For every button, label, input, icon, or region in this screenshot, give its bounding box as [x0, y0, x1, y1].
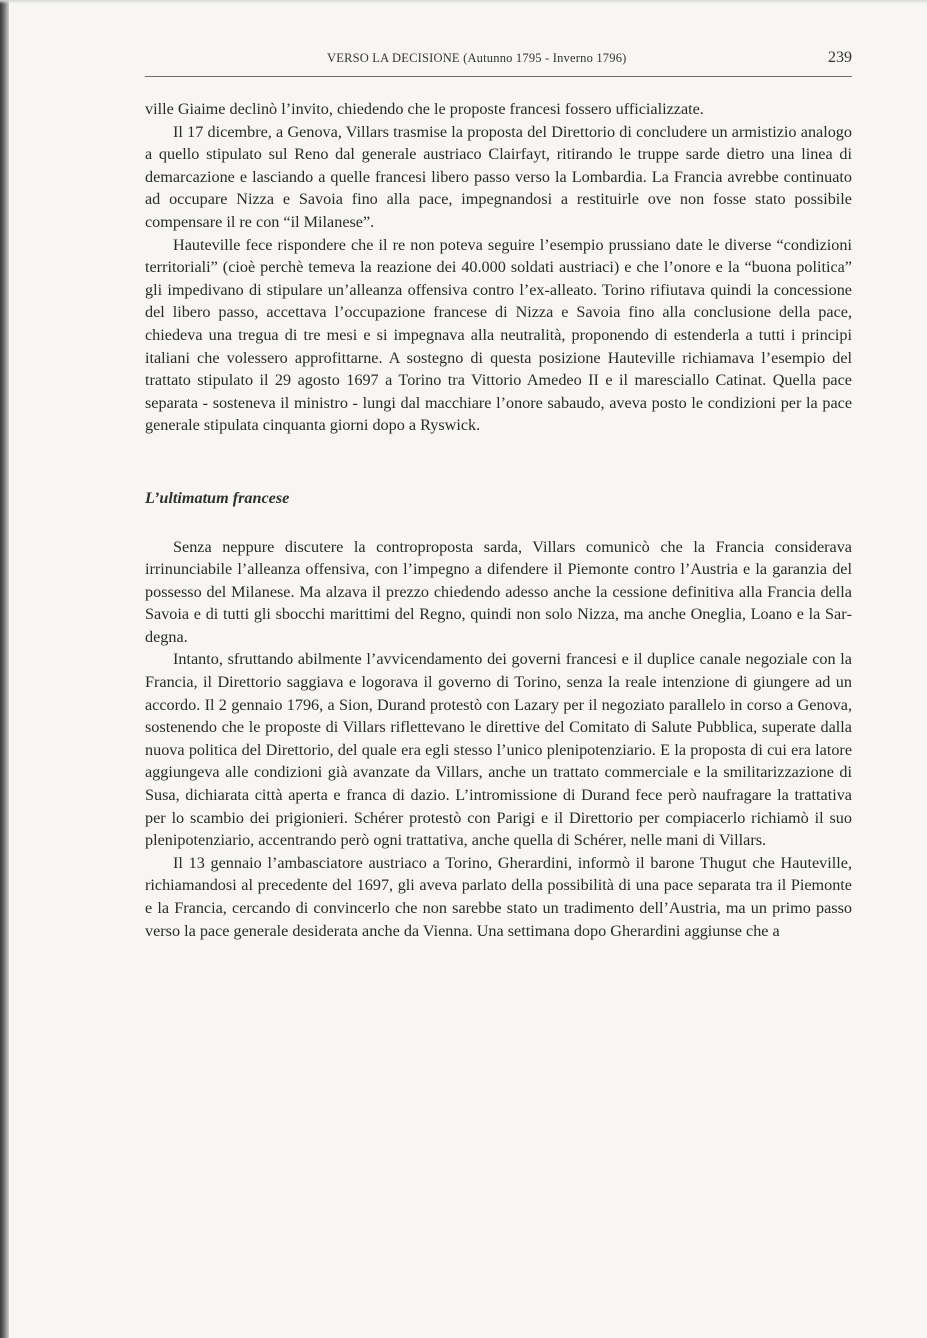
scan-shadow-left-edge — [0, 0, 9, 1338]
header-rule — [145, 76, 852, 77]
heading-spacer — [145, 510, 852, 536]
running-head — [145, 50, 852, 72]
paragraph-6: Il 13 gennaio l’ambasciatore austriaco a Torino, Gherardini, informò il barone Thugut che Hauteville, richiamandosi al precedente del 1697, gli aveva parlato della possibilità di una pace separata tra il Piemonte e la Francia, cercando di convincerlo che non sarebbe stato un tradimento dell’Austria, ma un primo passo verso la pace generale desiderata anche da Vienna. Una settimana dopo Gherardini aggiunse che a — [145, 853, 852, 940]
section-spacer — [145, 437, 852, 487]
running-title: VERSO LA DECISIONE (Autunno 1795 - Inverno 1796) — [327, 51, 627, 65]
section-heading: L’ultimatum francese — [145, 488, 290, 507]
page-number: 239 — [828, 49, 852, 66]
paragraph-3: Hauteville fece rispondere che il re non poteva seguire l’esempio prussiano date le diverse “condizioni territoriali” (cioè perchè temeva la reazione dei 40.000 soldati austriaci) e che l’onore e la “buona politica” gli impedivano di stipulare un’alleanza offensiva contro l’ex-alleato. Torino rifiutava quindi la concessione del libero passo, accettava l’occupazione francese di Nizza e Savoia fino alla conclusione della pace, chiedeva una tregua di tre mesi e si impegnava alla neutralità, proponendo di estenderla a tutti i principi italiani che volessero approfittarne. A sostegno di questa posizione Hauteville richiamava l’esempio del trattato stipulato il 29 agosto 1697 a Torino tra Vittorio Amedeo II e il maresciallo Catinat. Quella pace separata - sosteneva il ministro - lungi dal macchiare l’onore sabaudo, aveva posto le condizioni per la pace generale stipulata cinquanta giorni dopo a Ryswick. — [145, 235, 852, 435]
body-text — [145, 98, 852, 942]
paragraph-5: Intanto, sfruttando abilmente l’avvicendamento dei governi francesi e il duplice canale negoziale con la Francia, il Direttorio saggiava e logorava il governo di Torino, senza la reale intenzione di giungere ad un accordo. Il 2 gennaio 1796, a Sion, Durand protestò con Lazary per il negoziato parallelo in corso a Genova, sostenendo che le proposte di Villars riflettevano le direttive del Comitato di Salute Pubblica, superate dalla nuova politica del Direttorio, del quale era egli stesso l’unico plenipotenziario. E la proposta di cui era latore aggiungeva alle condizioni già avanzate da Villars, anche un trattato commerciale e la smilitarizzazione di Susa, dichiarata città aperta e franca di dazio. L’intromissione di Durand fece però naufragare la trattativa per lo scambio dei prigionieri. Schérer protestò con Parigi e il Direttorio per compiacerlo richiamò il suo plenipotenziario, accentrando però ogni trattativa, anche quella di Schérer, nelle mani di Villars. — [145, 650, 852, 850]
scan-shadow-top-edge — [0, 0, 927, 4]
paragraph-4: Senza neppure discutere la controproposta sarda, Villars comunicò che la Francia considerava irrinunciabile l’alleanza offensiva, con l’impegno a difendere il Piemonte contro l’Austria e la garanzia del possesso del Milanese. Ma alzava il prezzo chiedendo adesso anche la cessione definitiva alla Francia della Savoia e di tutti gli sbocchi marittimi del Regno, quindi non solo Nizza, ma anche Oneglia, Loano e la Sardegna. — [145, 537, 852, 646]
paragraph-1: ville Giaime declinò l’invito, chiedendo che le proposte francesi fossero ufficializzate. — [145, 100, 704, 118]
paragraph-2: Il 17 dicembre, a Genova, Villars trasmise la proposta del Direttorio di concludere un armistizio analogo a quello stipulato sul Reno dal generale austriaco Clairfayt, ritirando le truppe sarde dietro una linea di demarcazione e lasciando a quelle francesi libero passo verso la Lombardia. La Francia avrebbe continuato ad occupare Nizza e Savoia fino alla pace, impegnandosi a restituirle ove non fosse stato possibile compensare il re con “il Milanese”. — [145, 122, 852, 231]
